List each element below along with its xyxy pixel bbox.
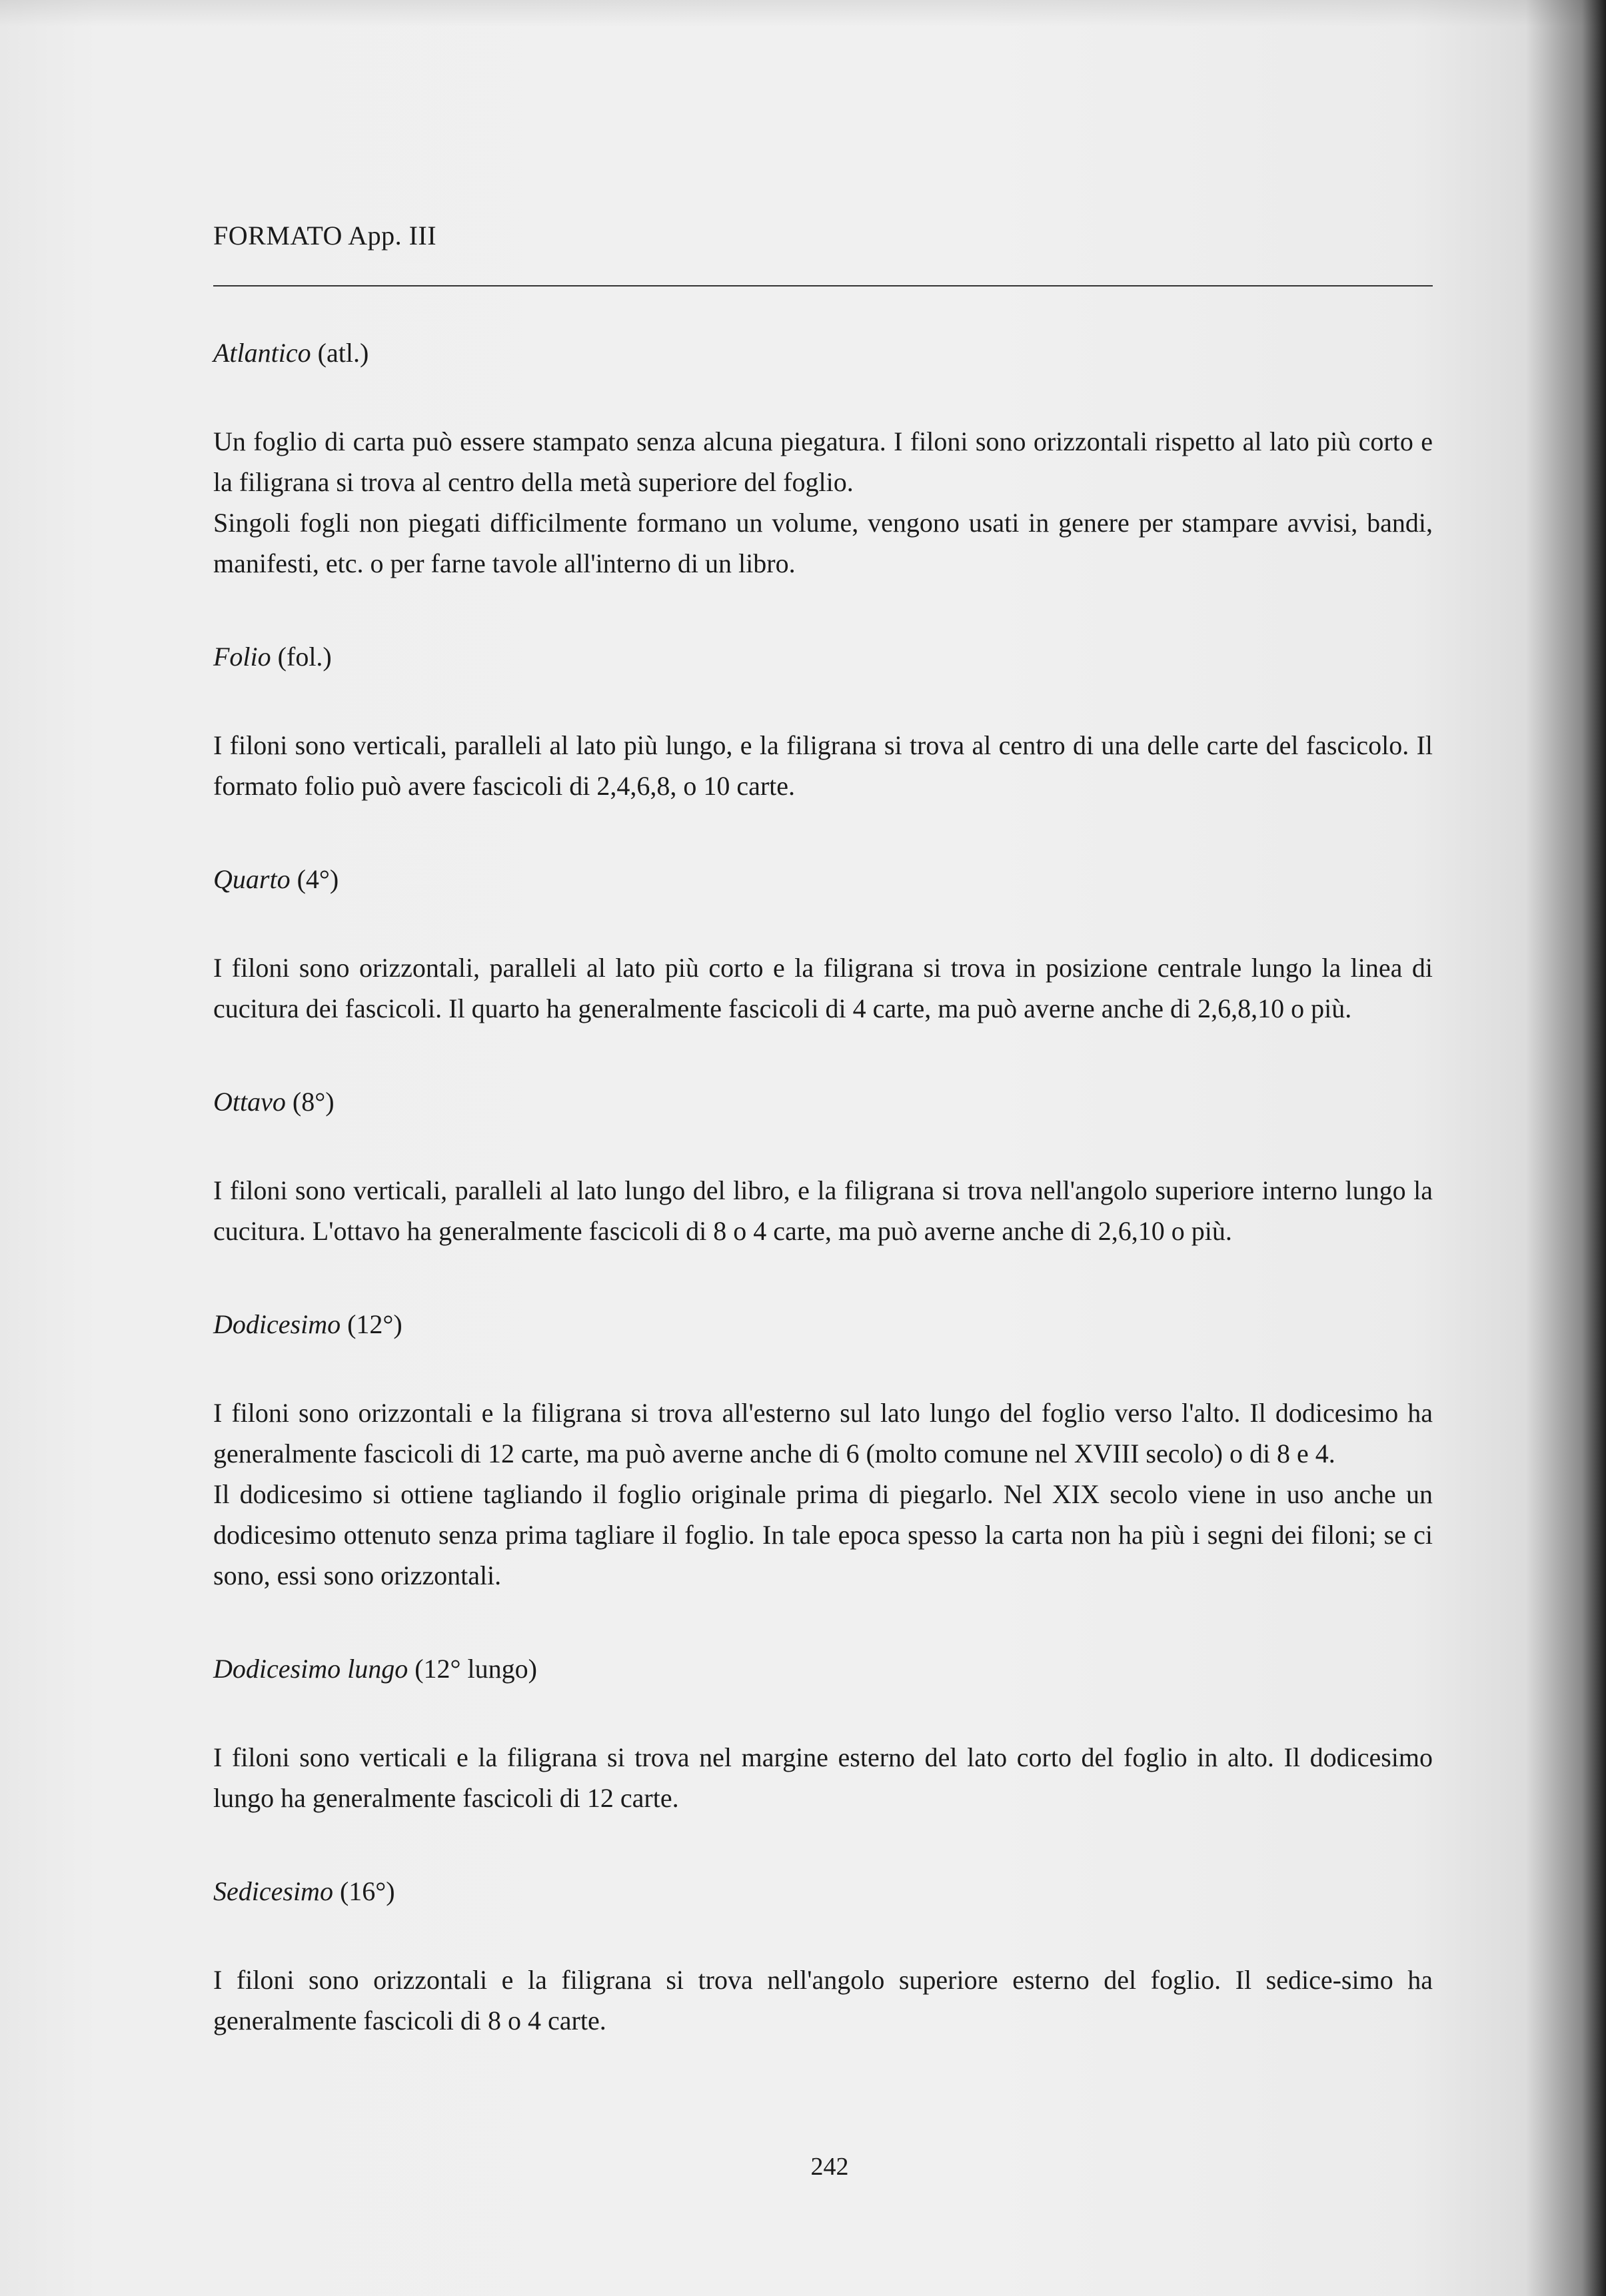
paragraph: I filoni sono orizzontali, paralleli al lato più corto e la filigrana si trova in posizione centrale lungo la linea di cucitura dei fascicoli. Il quarto ha generalmente fascicoli di 4 carte, ma può averne anche di 2,6,8,10 o più. [213, 953, 1433, 1023]
paragraph: Il dodicesimo si ottiene tagliando il foglio originale prima di piegarlo. Nel XIX secolo viene in uso anche un dodicesimo ottenuto senza prima tagliare il foglio. In tale epoca spesso la carta non ha più i segni dei filoni; se ci sono, essi sono orizzontali. [213, 1479, 1433, 1590]
section-heading-dodicesimo-lungo [213, 1649, 1433, 1689]
page-number: 242 [810, 2153, 849, 2181]
term-abbr: (8°) [285, 1087, 335, 1117]
term: Atlantico [213, 338, 311, 368]
running-header: FORMATO App. III [213, 221, 437, 251]
term-abbr: (4°) [290, 864, 339, 894]
term: Dodicesimo lungo [213, 1654, 408, 1684]
section-heading-atlantico [213, 333, 1433, 373]
header-rule [213, 285, 1433, 287]
paragraph: I filoni sono verticali, paralleli al lato lungo del libro, e la filigrana si trova nell'angolo superiore interno lungo la cucitura. L'ottavo ha generalmente fascicoli di 8 o 4 carte, ma può averne anche di 2,6,10 o più. [213, 1175, 1433, 1246]
term: Sedicesimo [213, 1876, 333, 1906]
paragraph: Singoli fogli non piegati difficilmente formano un volume, vengono usati in genere per stampare avvisi, bandi, manifesti, etc. o per farne tavole all'interno di un libro. [213, 508, 1433, 578]
term-abbr: (12° lungo) [408, 1654, 537, 1684]
section-heading-sedicesimo [213, 1872, 1433, 1912]
paragraph: I filoni sono verticali, paralleli al lato più lungo, e la filigrana si trova al centro di una delle carte del fascicolo. Il formato folio può avere fascicoli di 2,4,6,8, o 10 carte. [213, 730, 1433, 801]
page-body [213, 333, 1433, 2094]
paragraph: I filoni sono verticali e la filigrana si trova nel margine esterno del lato corto del foglio in alto. Il dodicesimo lungo ha generalmente fascicoli di 12 carte. [213, 1742, 1433, 1813]
term: Quarto [213, 864, 291, 894]
term-abbr: (fol.) [271, 642, 332, 672]
term-abbr: (12°) [341, 1309, 402, 1339]
term: Dodicesimo [213, 1309, 341, 1339]
scan-shadow [0, 0, 1606, 27]
section-heading-ottavo [213, 1082, 1433, 1122]
section-heading-quarto [213, 860, 1433, 899]
term: Ottavo [213, 1087, 286, 1117]
section-heading-dodicesimo [213, 1305, 1433, 1345]
term: Folio [213, 642, 271, 672]
section-heading-folio [213, 637, 1433, 677]
term-abbr: (atl.) [311, 338, 369, 368]
paragraph: Un foglio di carta può essere stampato senza alcuna piegatura. I filoni sono orizzontali rispetto al lato più corto e la filigrana si trova al centro della metà superiore del foglio. [213, 426, 1433, 497]
paragraph: I filoni sono orizzontali e la filigrana si trova nell'angolo superiore esterno del foglio. Il sedice-simo ha generalmente fascicoli di 8 o 4 carte. [213, 1965, 1433, 2035]
paragraph: I filoni sono orizzontali e la filigrana si trova all'esterno sul lato lungo del foglio verso l'alto. Il dodicesimo ha generalmente fascicoli di 12 carte, ma può averne anche di 6 (molto comune nel XVIII secolo) o di 8 e 4. [213, 1398, 1433, 1468]
term-abbr: (16°) [333, 1876, 395, 1906]
